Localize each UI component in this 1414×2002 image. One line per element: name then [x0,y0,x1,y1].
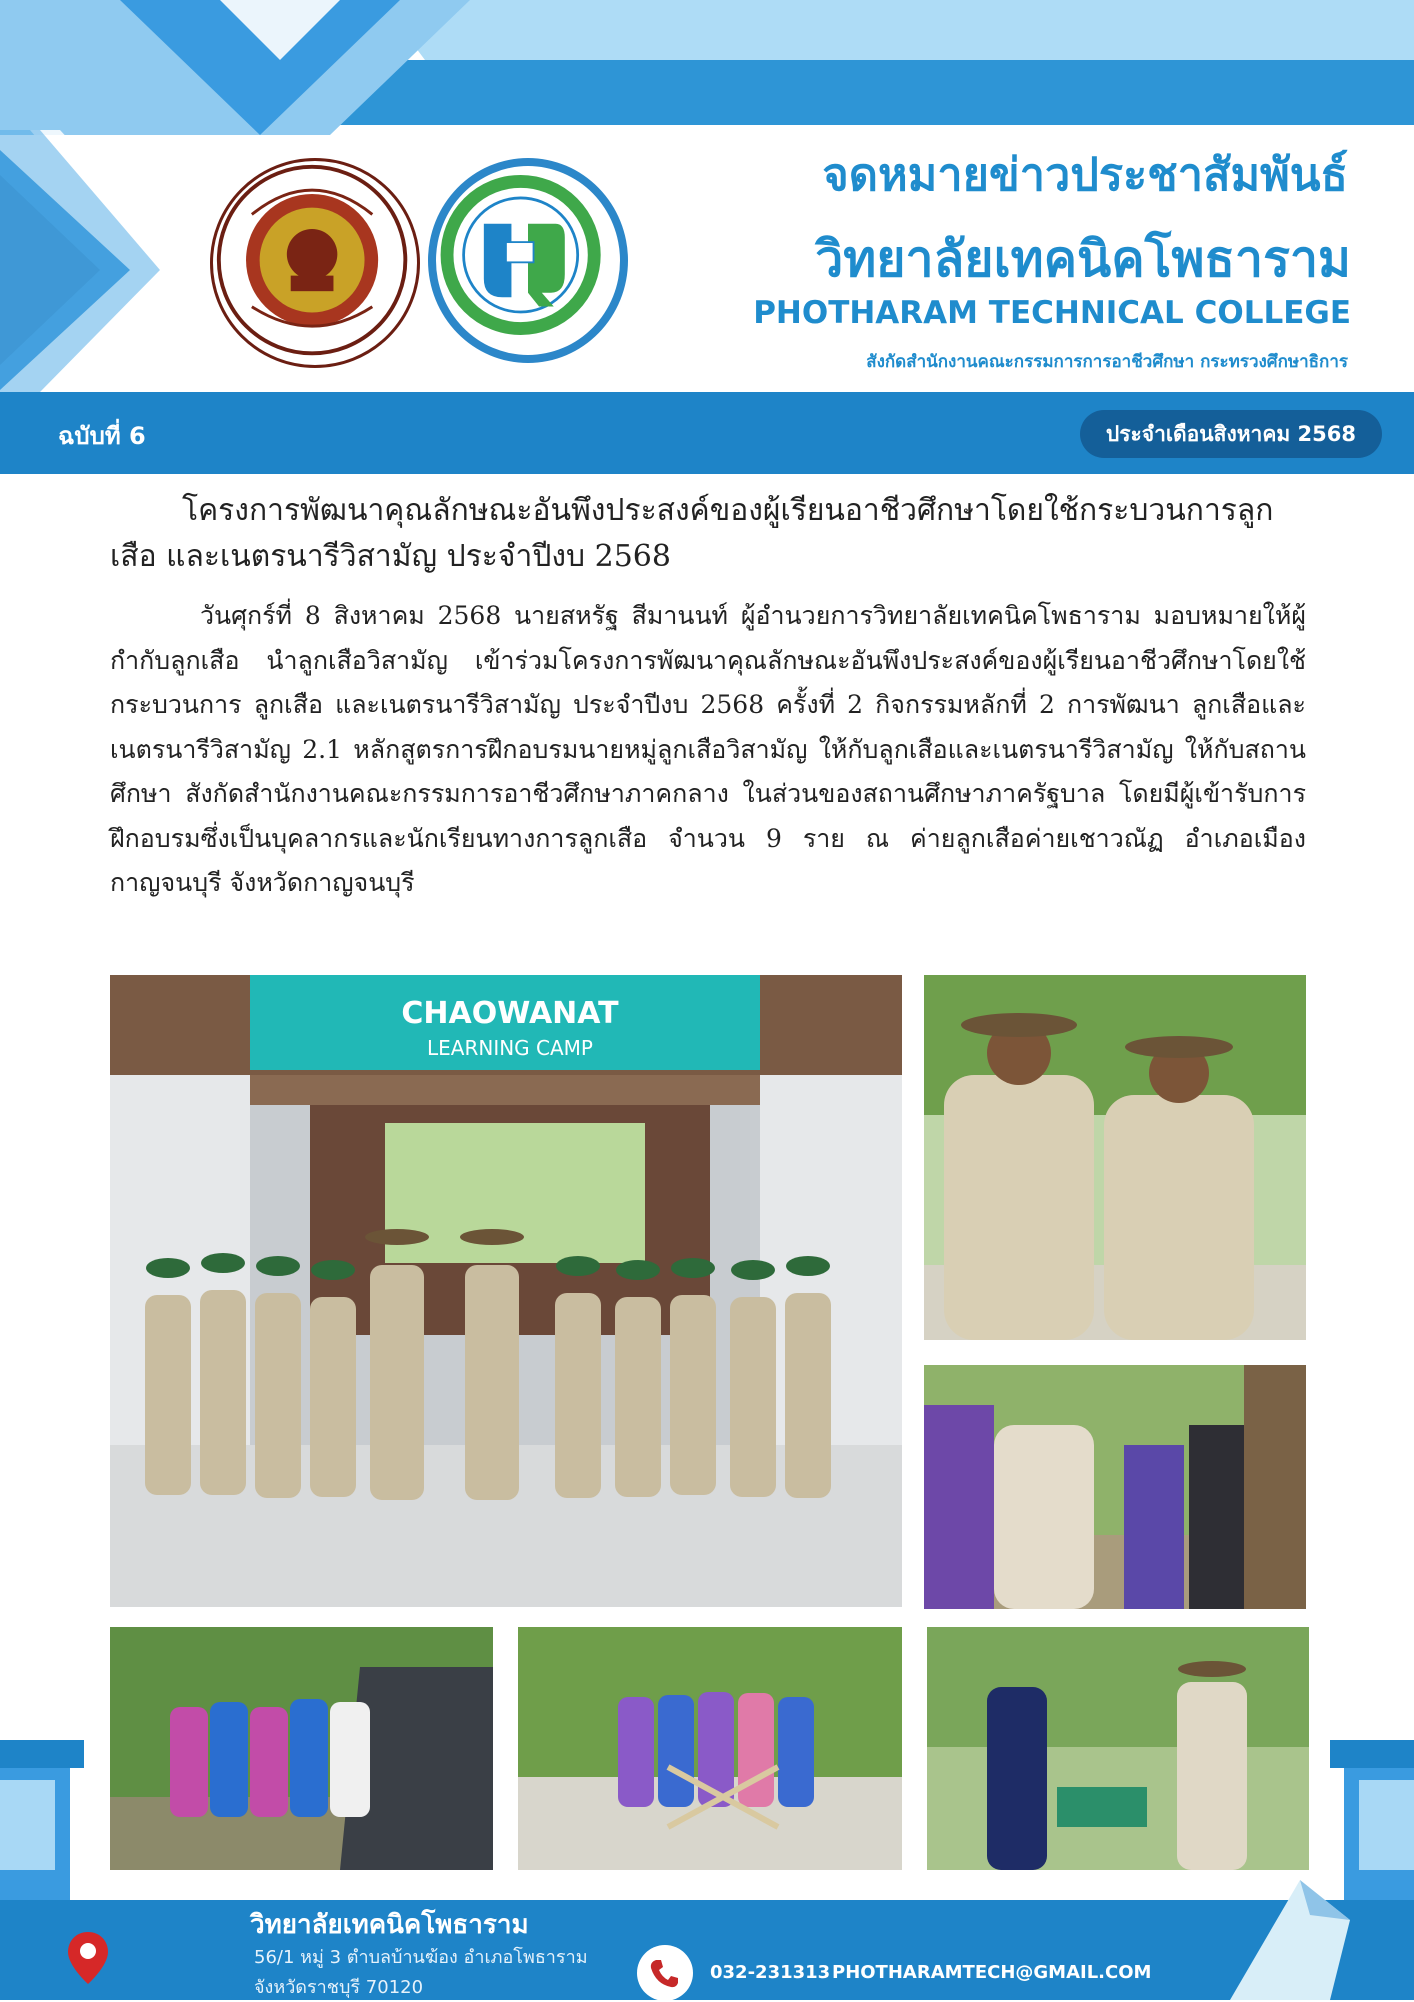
footer-decoration [0,1740,1414,2000]
ovec-logo [210,158,420,368]
footer-email[interactable]: PHOTHARAMTECH@GMAIL.COM [832,1962,1152,1983]
college-name-thai: วิทยาลัยเทคนิคโพธาราม [815,230,1351,288]
camp-sign-text: CHAOWANAT [401,996,619,1031]
group-photo-camp [110,975,902,1607]
newsletter-title: จดหมายข่าวประชาสัมพันธ์ [822,148,1348,201]
footer-phone[interactable]: 032-231313 [710,1962,831,1983]
location-pin-icon [66,1930,110,1986]
footer-address-line2: จังหวัดราชบุรี 70120 [254,1977,424,1998]
scout-activity-photo [924,1365,1306,1609]
issue-date-badge: ประจำเดือนสิงหาคม 2568 [1080,410,1382,458]
camp-sign-subtext: LEARNING CAMP [427,1036,593,1060]
college-name-english: PHOTHARAM TECHNICAL COLLEGE [753,295,1351,331]
issue-number: ฉบับที่ 6 [58,422,146,450]
ptc-green-quality-logo [428,158,628,363]
phone-icon [636,1944,694,2002]
article-headline: โครงการพัฒนาคุณลักษณะอันพึงประสงค์ของผู้เรียนอาชีวศึกษาโดยใช้กระบวนการลูกเสือ และเนตรนารีวิสามัญ ประจำปีงบ 2568 [110,493,1274,574]
footer-college-name: วิทยาลัยเทคนิคโพธาราม [250,1910,529,1940]
footer-address-line1: 56/1 หมู่ 3 ตำบลบ้านฆ้อง อำเภอโพธาราม [254,1947,588,1968]
issue-bar [0,392,1414,474]
article-body: วันศุกร์ที่ 8 สิงหาคม 2568 นายสหรัฐ สีมานนท์ ผู้อำนวยการวิทยาลัยเทคนิคโพธาราม มอบหมายให้ผู้กำกับลูกเสือ นำลูกเสือวิสามัญ เข้าร่วมโครงการพัฒนาคุณลักษณะอันพึงประสงค์ของผู้เรียนอาชีวศึกษาโดยใช้กระบวนการ ลูกเสือ และเนตรนารีวิสามัญ ประจำปีงบ 2568 ครั้งที่ 2 กิจกรรมหลักที่ 2 การพัฒนา ลูกเสือและเนตรนารีวิสามัญ 2.1 หลักสูตรการฝึกอบรมนายหมู่ลูกเสือวิสามัญ ให้กับลูกเสือและเนตรนารีวิสามัญ ให้กับสถานศึกษา สังกัดสำนักงานคณะกรรมการอาชีวศึกษาภาคกลาง ในส่วนของสถานศึกษาภาครัฐบาล โดยมีผู้เข้ารับการฝึกอบรมซึ่งเป็นบุคลากรและนักเรียนทางการลูกเสือ จำนวน 9 ราย ณ ค่ายลูกเสือค่ายเชาวณัฏ อำเภอเมืองกาญจนบุรี จังหวัดกาญจนบุรี [110,601,1306,897]
scout-leaders-photo [924,975,1306,1340]
affiliation-subtitle: สังกัดสำนักงานคณะกรรมการการอาชีวศึกษา กระทรวงศึกษาธิการ [866,352,1348,372]
